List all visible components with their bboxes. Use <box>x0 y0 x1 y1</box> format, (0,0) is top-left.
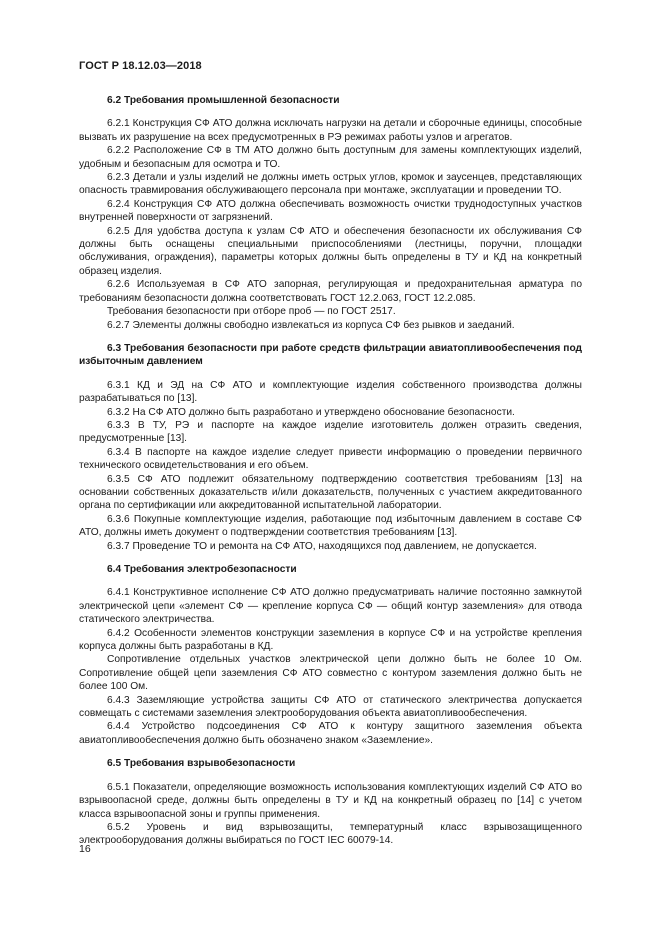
paragraph: 6.2.2 Расположение СФ в ТМ АТО должно быть доступным для замены комплектующих изделий, удобным и безопасным для осмотра и ТО. <box>79 145 582 170</box>
paragraph: Сопротивление отдельных участков электрической цепи должно быть не более 10 Ом. Сопротивление общей цепи заземления СФ АТО совместно с контуром заземления должно быть не более 100 Ом. <box>79 654 582 693</box>
page-number: 16 <box>79 843 91 855</box>
paragraph: 6.4.4 Устройство подсоединения СФ АТО к контуру защитного заземления объекта авиатопливообеспечения должно быть обозначено знаком «Заземление». <box>79 721 582 746</box>
paragraph: 6.4.2 Особенности элементов конструкции заземления в корпусе СФ и на устройстве крепления корпуса должны быть разработаны в КД. <box>79 627 582 653</box>
paragraph: 6.3.7 Проведение ТО и ремонта на СФ АТО, находящихся под давлением, не допускается. <box>107 540 537 552</box>
paragraph: 6.3.4 В паспорте на каждое изделие следует привести информацию о проведении первичного технического освидетельствования и его объем. <box>79 446 582 472</box>
paragraph: 6.3.1 КД и ЭД на СФ АТО и комплектующие изделия собственного производства должны разрабатываться по [13]. <box>79 379 582 405</box>
paragraph: 6.2.4 Конструкция СФ АТО должна обеспечивать возможность очистки труднодоступных участков внутренней поверхности от загрязнений. <box>79 198 582 224</box>
paragraph: 6.4.3 Заземляющие устройства защиты СФ АТО от статического электричества допускается совмещать с системами заземления электрооборудования объекта авиатопливообеспечения. <box>79 694 582 720</box>
paragraph: 6.4.1 Конструктивное исполнение СФ АТО должно предусматривать наличие постоянно замкнутой электрической цепи «элемент СФ — крепление корпуса СФ — общий контур заземления» для отвода статического электричества. <box>79 587 582 626</box>
paragraph: 6.5.1 Показатели, определяющие возможность использования комплектующих изделий СФ АТО во взрывоопасной среде, должны быть определены в ТУ и КД на конкретный образец по [14] с учетом класса взрывоопасной зоны и группы применения. <box>79 781 582 820</box>
paragraph: 6.5.2 Уровень и вид взрывозащиты, температурный класс взрывозащищенного электрооборудования должны выбираться по ГОСТ IEC 60079-14. <box>79 821 582 847</box>
paragraph: 6.3.3 В ТУ, РЭ и паспорте на каждое изделие изготовитель должен отразить сведения, предусмотренные [13]. <box>79 419 582 445</box>
paragraph: 6.3.6 Покупные комплектующие изделия, работающие под избыточным давлением в составе СФ АТО, должны иметь документ о подтверждении соответствия требованиям [13]. <box>79 513 582 539</box>
document-header: ГОСТ Р 18.12.03—2018 <box>79 60 202 72</box>
section-heading: 6.2 Требования промышленной безопасности <box>107 95 340 106</box>
paragraph: 6.3.2 На СФ АТО должно быть разработано и утверждено обоснование безопасности. <box>107 406 515 418</box>
section-heading: 6.3 Требования безопасности при работе средств фильтрации авиатопливообеспечения под избыточным давлением <box>79 342 582 368</box>
paragraph: Требования безопасности при отборе проб — по ГОСТ 2517. <box>107 306 396 318</box>
paragraph: 6.2.6 Используемая в СФ АТО запорная, регулирующая и предохранительная арматура по требованиям безопасности должна соответствовать ГОСТ 12.2.063, ГОСТ 12.2.085. <box>79 279 582 304</box>
paragraph: 6.2.3 Детали и узлы изделий не должны иметь острых углов, кромок и заусенцев, представляющих опасность травмирования обслуживающего персонала при монтаже, эксплуатации и проведении ТО. <box>79 172 582 197</box>
section-heading: 6.5 Требования взрывобезопасности <box>107 758 296 770</box>
paragraph: 6.2.7 Элементы должны свободно извлекаться из корпуса СФ без рывков и заеданий. <box>107 319 515 331</box>
paragraph: 6.2.1 Конструкция СФ АТО должна исключать нагрузки на детали и сборочные единицы, способные вызвать их разрушение на всех предусмотренных в РЭ режимах работы узлов и агрегатов. <box>79 118 582 143</box>
document-body <box>79 94 582 848</box>
paragraph: 6.3.5 СФ АТО подлежит обязательному подтверждению соответствия требованиям [13] на основании собственных доказательств и/или доказательств, полученных с участием аккредитованного органа по сертификации или аккредитованной испытательной лаборатории. <box>79 473 582 512</box>
paragraph: 6.2.5 Для удобства доступа к узлам СФ АТО и обеспечения безопасности их обслуживания СФ должны быть оснащены специальными приспособлениями (лестницы, поручни, площадки обслуживания, ограждения), параметры которых должны быть определены в ТУ и КД на конкретный образец изделия. <box>79 225 582 277</box>
section-heading: 6.4 Требования электробезопасности <box>107 564 297 575</box>
